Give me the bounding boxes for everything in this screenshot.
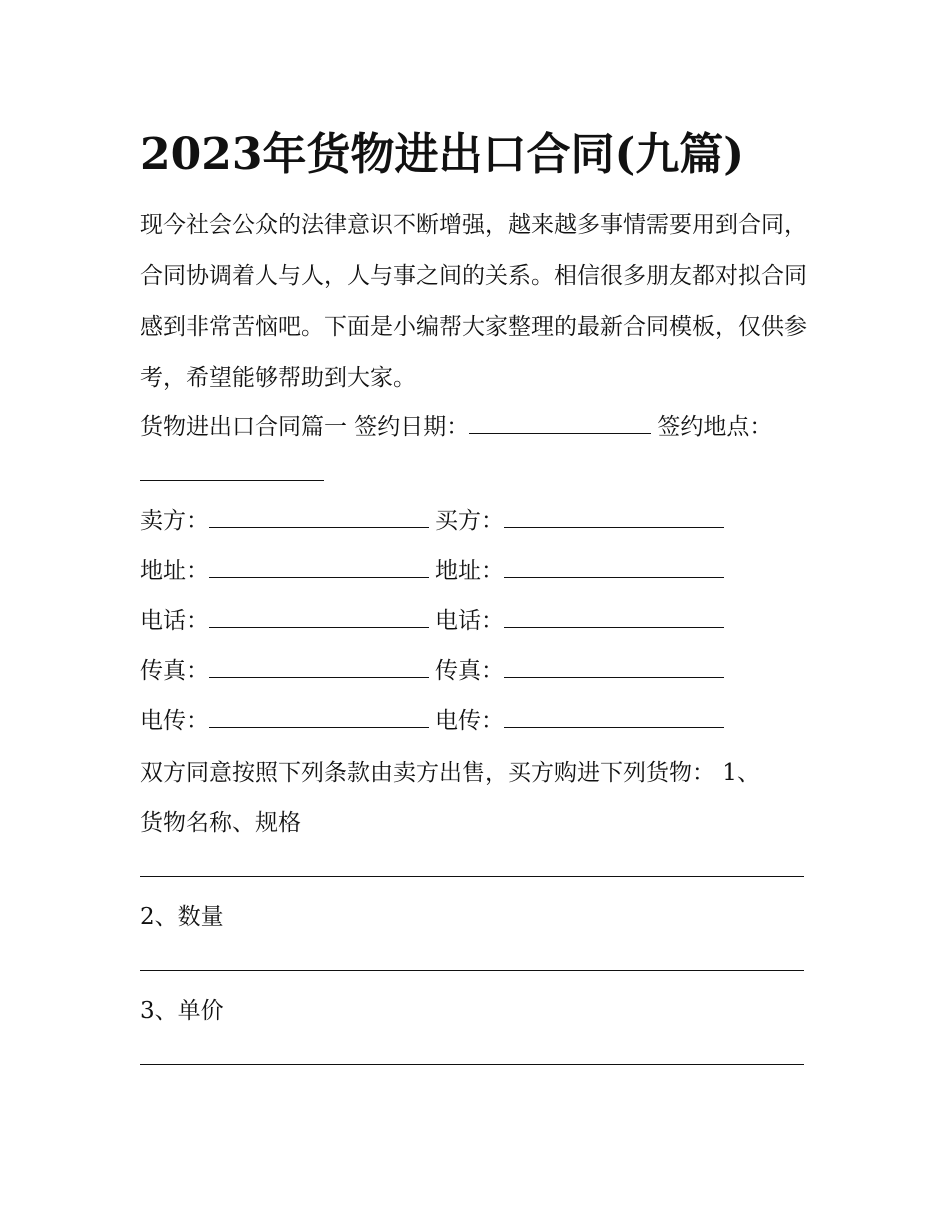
item-price-blank[interactable] (140, 1064, 804, 1065)
seller-blank[interactable] (209, 509, 429, 528)
seller-fax-blank[interactable] (209, 659, 429, 678)
sign-date-blank[interactable] (469, 415, 651, 434)
buyer-label: 买方： (435, 508, 504, 534)
sign-date-label: 货物进出口合同篇一 签约日期： (140, 414, 470, 440)
buyer-fax-blank[interactable] (504, 659, 724, 678)
item-price-label: 3、单价 (140, 998, 224, 1024)
buyer-telex-blank[interactable] (504, 709, 724, 728)
party-row (140, 606, 724, 636)
party-row (140, 506, 724, 536)
seller-phone-label: 电话： (140, 608, 209, 634)
buyer-phone-label: 电话： (435, 608, 504, 634)
buyer-phone-blank[interactable] (504, 609, 724, 628)
seller-label: 卖方： (140, 508, 209, 534)
sign-place-blank[interactable] (140, 480, 324, 481)
item-quantity-blank[interactable] (140, 970, 804, 971)
item-goods-label: 货物名称、规格 (140, 810, 301, 836)
party-row (140, 656, 724, 686)
agreement-text: 双方同意按照下列条款由卖方出售，买方购进下列货物： 1、 (140, 760, 760, 786)
seller-telex-blank[interactable] (209, 709, 429, 728)
contract-header-line (140, 412, 772, 442)
intro-paragraph: 现今社会公众的法律意识不断增强，越来越多事情需要用到合同，合同协调着人与人，人与事之间的关系。相信很多朋友都对拟合同感到非常苦恼吧。下面是小编帮大家整理的最新合同模板，仅供参考，希望能够帮助到大家。 (140, 212, 807, 391)
item-quantity-label: 2、数量 (140, 904, 224, 930)
sign-place-label: 签约地点： (657, 414, 773, 440)
party-row (140, 706, 724, 736)
item-goods-blank[interactable] (140, 876, 804, 877)
buyer-address-label: 地址： (435, 558, 504, 584)
seller-phone-blank[interactable] (209, 609, 429, 628)
seller-address-label: 地址： (140, 558, 209, 584)
seller-telex-label: 电传： (140, 708, 209, 734)
buyer-address-blank[interactable] (504, 559, 724, 578)
page-title: 2023年货物进出口合同(九篇) (140, 129, 745, 180)
buyer-fax-label: 传真： (435, 658, 504, 684)
seller-fax-label: 传真： (140, 658, 209, 684)
party-row (140, 556, 724, 586)
seller-address-blank[interactable] (209, 559, 429, 578)
buyer-telex-label: 电传： (435, 708, 504, 734)
buyer-blank[interactable] (504, 509, 724, 528)
